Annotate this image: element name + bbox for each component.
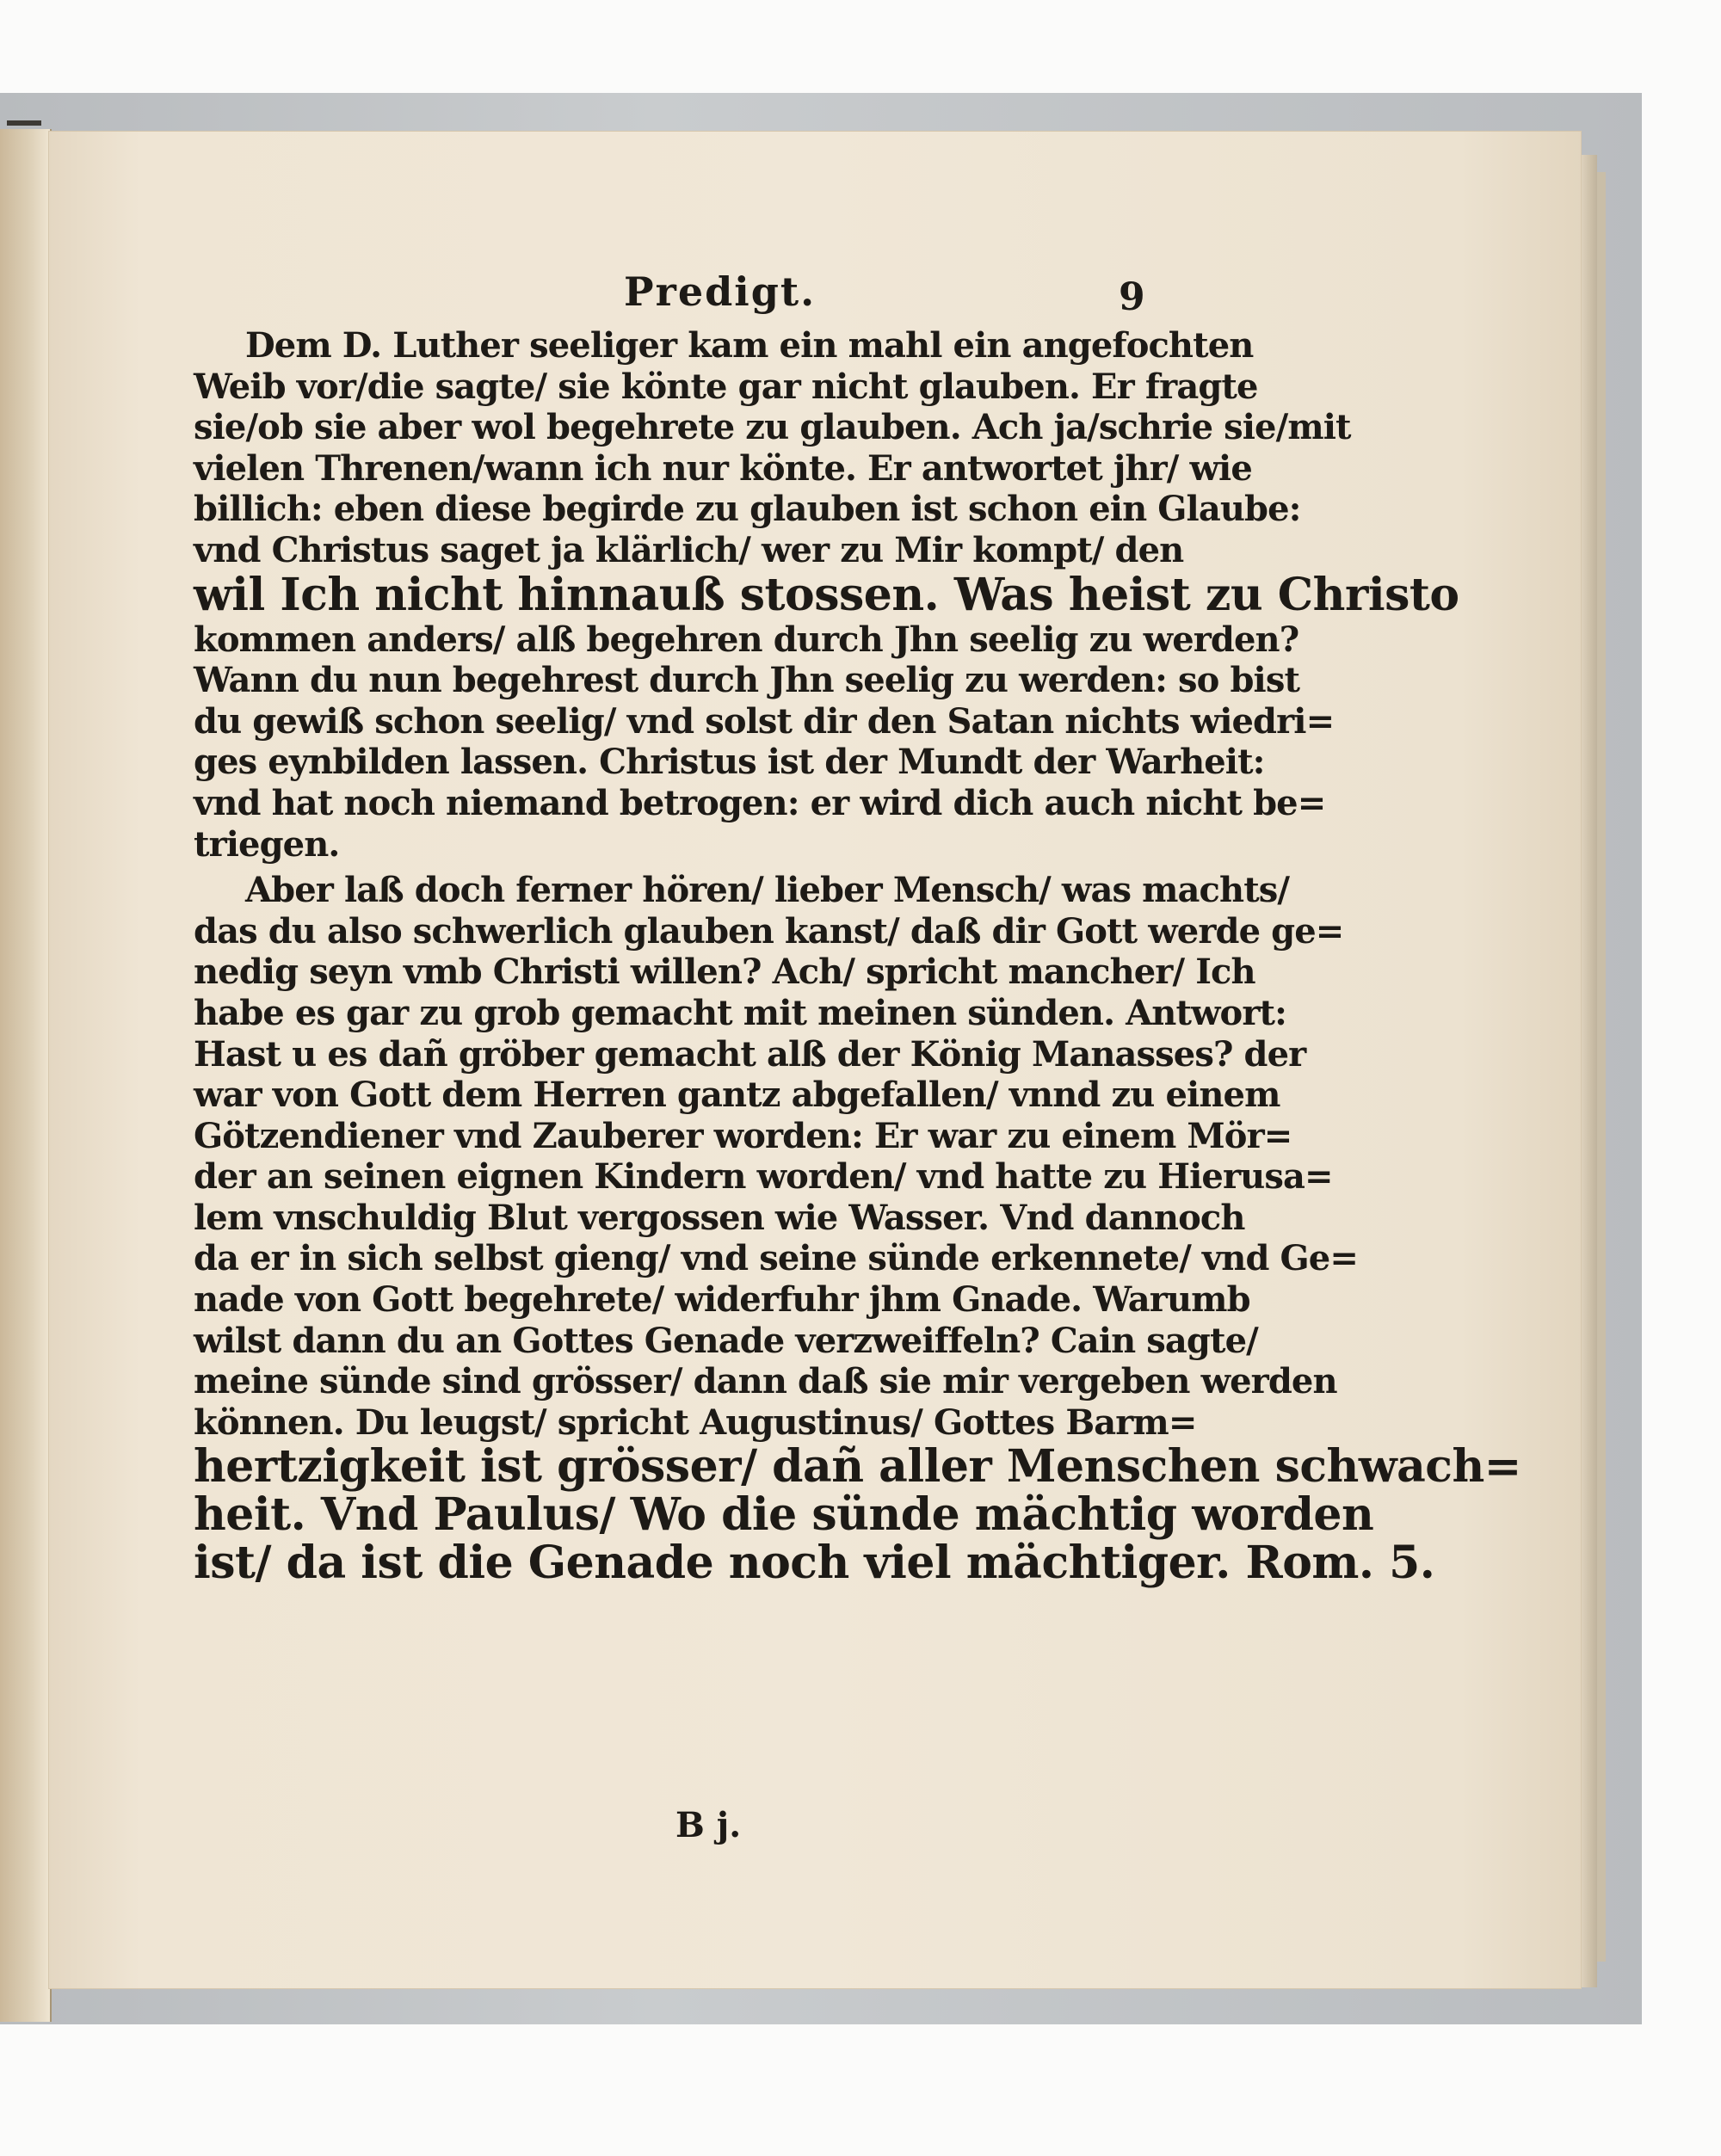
text-line: Hast u es dañ gröber gemacht alß der König Manasses? der	[194, 1033, 1306, 1075]
text-line: Weib vor/die sagte/ sie könte gar nicht glauben. Er fragte	[194, 366, 1258, 407]
text-line: das du also schwerlich glauben kanst/ daß dir Gott werde ge=	[194, 910, 1344, 952]
text-line: können. Du leugst/ spricht Augustinus/ Gottes Barm=	[194, 1401, 1197, 1443]
text-line: heit. Vnd Paulus/ Wo die sünde mächtig worden	[194, 1488, 1374, 1542]
text-line: vnd Christus saget ja klärlich/ wer zu Mir kompt/ den	[194, 529, 1184, 570]
text-line: meine sünde sind grösser/ dann daß sie mir vergeben werden	[194, 1361, 1337, 1402]
text-line: triegen.	[194, 823, 340, 865]
text-line: ges eynbilden lassen. Christus ist der Mundt der Warheit:	[194, 742, 1265, 783]
text-line: Dem D. Luther seeliger kam ein mahl ein angefochten	[245, 325, 1254, 366]
text-line: vnd hat noch niemand betrogen: er wird dich auch nicht be=	[194, 782, 1326, 823]
text-line: wilst dann du an Gottes Genade verzweiffeln? Cain sagte/	[194, 1320, 1258, 1361]
left-page-stack	[0, 129, 52, 2022]
running-title: Predigt.	[624, 268, 817, 315]
running-header	[194, 258, 1162, 325]
text-line: billich: eben diese begirde zu glauben ist schon ein Glaube:	[194, 489, 1301, 530]
text-line: nade von Gott begehrete/ widerfuhr jhm Gnade. Warumb	[194, 1279, 1250, 1321]
text-line: ist/ da ist die Genade noch viel mächtiger. Rom. 5.	[194, 1537, 1435, 1590]
text-line: war von Gott dem Herren gantz abgefallen/ vnnd zu einem	[194, 1075, 1280, 1116]
text-line: nedig seyn vmb Christi willen? Ach/ spricht mancher/ Ich	[194, 952, 1255, 993]
text-line: hertzigkeit ist grösser/ dañ aller Menschen schwach=	[194, 1440, 1521, 1494]
signature-mark: B j.	[675, 1805, 742, 1845]
text-line: da er in sich selbst gieng/ vnd seine sünde erkennete/ vnd Ge=	[194, 1238, 1358, 1279]
ruler-mark	[7, 120, 41, 126]
text-line: Götzendiener vnd Zauberer worden: Er war zu einem Mör=	[194, 1115, 1292, 1156]
text-line: wil Ich nicht hinnauß stossen. Was heist zu Christo	[194, 568, 1459, 621]
page-number: 9	[1119, 275, 1145, 319]
text-line: Wann du nun begehrest durch Jhn seelig zu werden: so bist	[194, 660, 1300, 701]
text-line: vielen Threnen/wann ich nur könte. Er antwortet jhr/ wie	[194, 447, 1252, 489]
text-line: habe es gar zu grob gemacht mit meinen sünden. Antwort:	[194, 992, 1286, 1033]
text-line: kommen anders/ alß begehren durch Jhn seelig zu werden?	[194, 619, 1299, 660]
page-edge	[1582, 155, 1597, 1987]
page-text	[194, 258, 1521, 1590]
text-line: sie/ob sie aber wol begehrete zu glauben. Ach ja/schrie sie/mit	[194, 407, 1351, 448]
text-line: der an seinen eignen Kindern worden/ vnd hatte zu Hierusa=	[194, 1156, 1333, 1198]
text-line: Aber laß doch ferner hören/ lieber Mensch/ was machts/	[245, 870, 1290, 911]
page-edge-shadow	[1597, 172, 1606, 1962]
text-line: du gewiß schon seelig/ vnd solst dir den Satan nichts wiedri=	[194, 700, 1335, 742]
text-line: lem vnschuldig Blut vergossen wie Wasser. Vnd dannoch	[194, 1197, 1245, 1238]
